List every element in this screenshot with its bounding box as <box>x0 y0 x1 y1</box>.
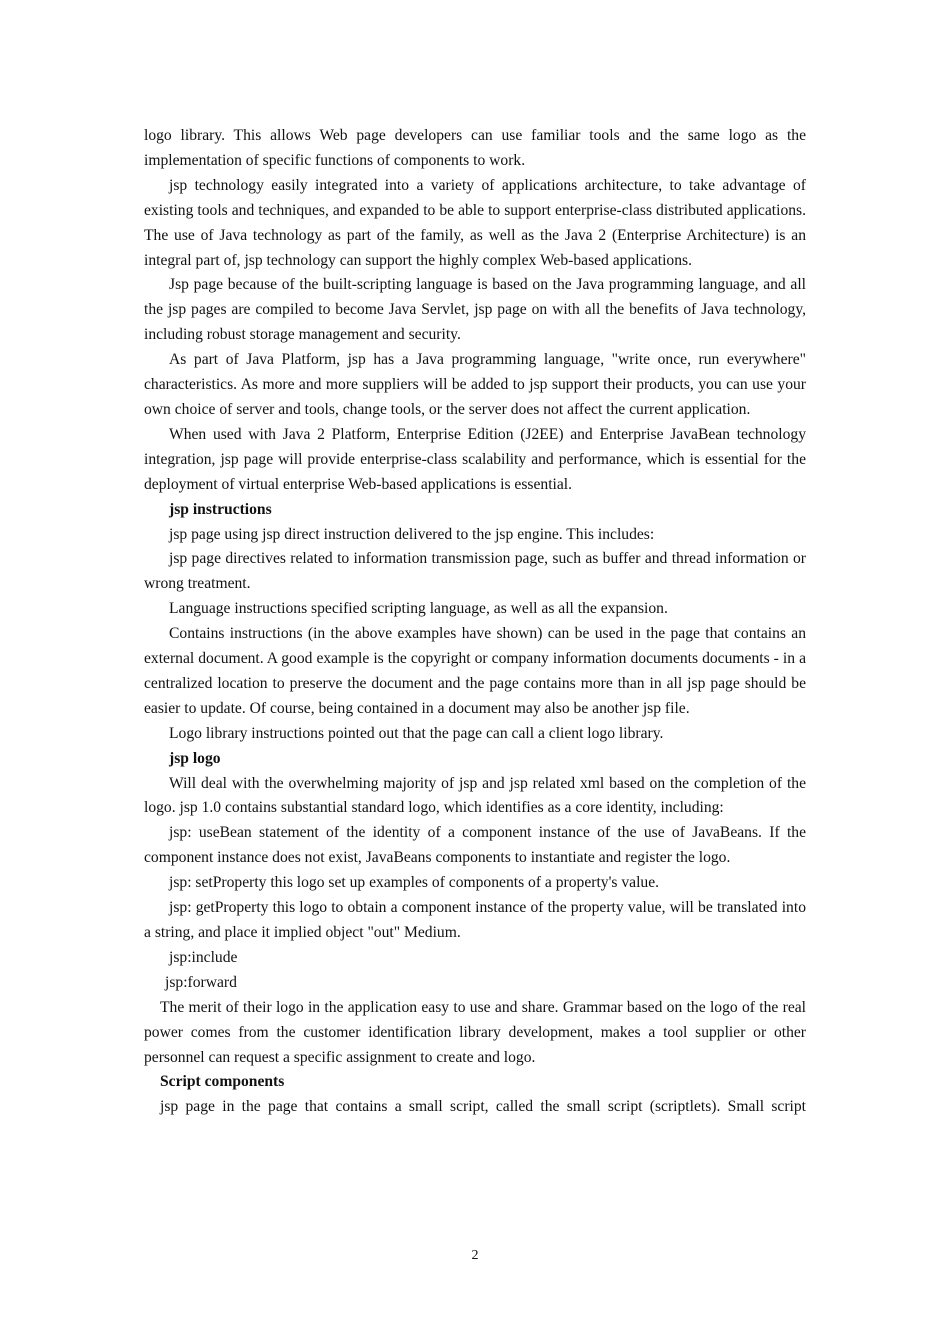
paragraph-direct-instruction: jsp page using jsp direct instruction delivered to the jsp engine. This includes: <box>169 525 655 543</box>
paragraph-merit: The merit of their logo in the application easy to use and share. Grammar based on the logo of the real power comes from the customer identification library development, makes a tool supplier or other personnel can request a specific assignment to create and logo. <box>144 998 806 1066</box>
paragraph-logo-library: logo library. This allows Web page developers can use familiar tools and the same logo as the implementation of specific functions of components to work. <box>144 127 806 169</box>
section-heading-jsp-instructions: jsp instructions <box>169 500 272 518</box>
paragraph-getproperty: jsp: getProperty this logo to obtain a component instance of the property value, will be translated into a string, and place it implied object "out" Medium. <box>144 899 806 941</box>
paragraph-language-instructions: Language instructions specified scripting language, as well as all the expansion. <box>169 600 668 618</box>
paragraph-xml-logo: Will deal with the overwhelming majority of jsp and jsp related xml based on the completion of the logo. jsp 1.0 contains substantial standard logo, which identifies as a core identity, including: <box>144 774 806 817</box>
paragraph-logo-library-instructions: Logo library instructions pointed out that the page can call a client logo library. <box>169 724 664 742</box>
paragraph-scriptlets: jsp page in the page that contains a small script, called the small script (scriptlets). Small script <box>160 1098 806 1116</box>
page-number: 2 <box>471 1248 479 1263</box>
paragraph-setproperty: jsp: setProperty this logo set up examples of components of a property's value. <box>169 874 660 892</box>
paragraph-contains-instructions: Contains instructions (in the above examples have shown) can be used in the page that contains an external document. A good example is the copyright or company information documents documents - in a centralized location to preserve the document and the page contains more than in all jsp page should be easier to update. Of course, being contained in a document may also be another jsp file. <box>144 625 806 717</box>
section-heading-jsp-logo: jsp logo <box>169 749 221 767</box>
section-heading-script-components: Script components <box>160 1073 285 1091</box>
page-body <box>144 124 806 1120</box>
paragraph-j2ee: When used with Java 2 Platform, Enterprise Edition (J2EE) and Enterprise JavaBean technology integration, jsp page will provide enterprise-class scalability and performance, which is essential for the deployment of virtual enterprise Web-based applications is essential. <box>144 425 806 493</box>
paragraph-integration: jsp technology easily integrated into a variety of applications architecture, to take advantage of existing tools and techniques, and expanded to be able to support enterprise-class distributed applications. The use of Java technology as part of the family, as well as the Java 2 (Enterprise Architecture) is an integral part of, jsp technology can support the highly complex Web-based applications. <box>144 176 806 269</box>
paragraph-java-platform: As part of Java Platform, jsp has a Java programming language, "write once, run everywhere" characteristics. As more and more suppliers will be added to jsp support their products, you can use your own choice of server and tools, change tools, or the server does not affect the current application. <box>144 351 806 418</box>
paragraph-forward: jsp:forward <box>165 973 237 991</box>
paragraph-usebean: jsp: useBean statement of the identity of a component instance of the use of JavaBeans. If the component instance does not exist, JavaBeans components to instantiate and register the logo. <box>144 824 806 867</box>
paragraph-page-directives: jsp page directives related to information transmission page, such as buffer and thread information or wrong treatment. <box>144 550 806 593</box>
paragraph-include: jsp:include <box>169 948 238 966</box>
paragraph-scripting-language: Jsp page because of the built-scripting language is based on the Java programming language, and all the jsp pages are compiled to become Java Servlet, jsp page on with all the benefits of Java technology, including robust storage management and security. <box>144 276 806 344</box>
